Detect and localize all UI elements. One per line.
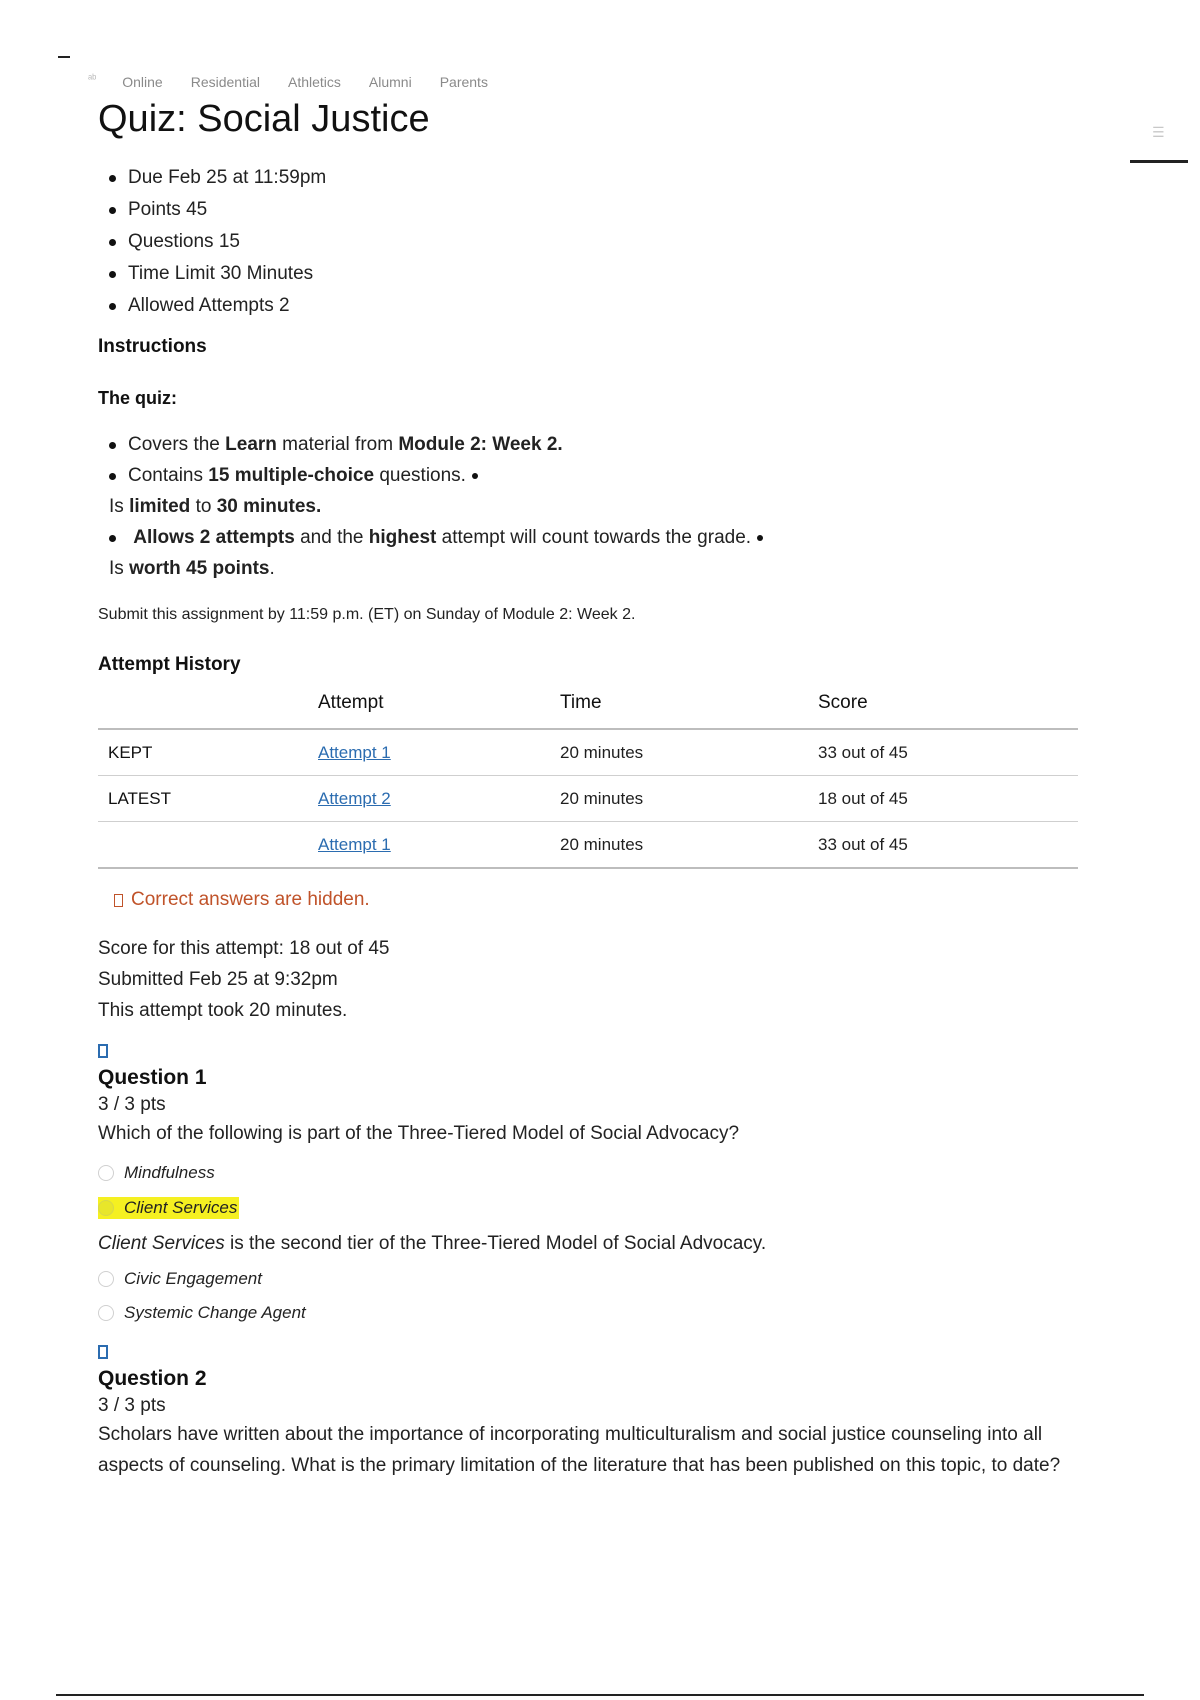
radio-button[interactable] xyxy=(98,1165,114,1181)
row-score: 33 out of 45 xyxy=(818,822,1078,869)
answer-label: Mindfulness xyxy=(124,1163,215,1182)
instruction-contains: Contains 15 multiple-choice questions. xyxy=(98,460,1078,491)
quiz-details-list xyxy=(98,162,1078,322)
row-time: 20 minutes xyxy=(560,776,818,822)
answer-option[interactable] xyxy=(98,1303,1078,1323)
instruction-worth: Is worth 45 points. xyxy=(109,558,275,579)
quiz-content xyxy=(98,96,1078,1481)
flag-question-icon[interactable] xyxy=(98,1044,108,1058)
bullet-dot xyxy=(757,535,763,541)
table-row xyxy=(98,776,1078,822)
radio-button[interactable] xyxy=(98,1305,114,1321)
page-bottom-rule xyxy=(56,1694,1144,1696)
detail-points: Points 45 xyxy=(98,194,1078,226)
attempt-link[interactable]: Attempt 2 xyxy=(318,788,391,808)
instruction-covers: Covers the Learn material from Module 2: Week 2. xyxy=(98,429,1078,460)
nav-link-parents[interactable]: Parents xyxy=(439,74,488,90)
attempt-history-table xyxy=(98,692,1078,869)
attempt-submitted: Submitted Feb 25 at 9:32pm xyxy=(98,969,338,990)
instruction-limited: Is limited to 30 minutes. xyxy=(109,496,322,517)
info-icon xyxy=(114,894,123,907)
row-score: 18 out of 45 xyxy=(818,776,1078,822)
question-points: 3 / 3 pts xyxy=(98,1395,166,1416)
question-1 xyxy=(98,1044,1078,1323)
site-logo-icon: ᵃᵇ xyxy=(88,73,97,85)
corner-dash-mark xyxy=(58,56,70,58)
answers-hidden-text: Correct answers are hidden. xyxy=(131,889,370,910)
nav-link-online[interactable]: Online xyxy=(122,74,163,90)
answer-explanation: Client Services is the second tier of the Three-Tiered Model of Social Advocacy. xyxy=(98,1233,767,1254)
nav-link-alumni[interactable]: Alumni xyxy=(368,74,412,90)
answer-label: Client Services xyxy=(124,1198,238,1217)
question-title: Question 1 xyxy=(98,1066,207,1089)
question-points: 3 / 3 pts xyxy=(98,1094,166,1115)
row-label: KEPT xyxy=(98,729,318,776)
answer-option[interactable] xyxy=(98,1163,1078,1183)
submit-deadline-note: Submit this assignment by 11:59 p.m. (ET) on Sunday of Module 2: Week 2. xyxy=(98,606,636,623)
table-header-row xyxy=(98,692,1078,729)
answer-label: Civic Engagement xyxy=(124,1269,262,1288)
table-row xyxy=(98,822,1078,869)
page-title: Quiz: Social Justice xyxy=(98,98,430,140)
attempt-link[interactable]: Attempt 1 xyxy=(318,834,391,854)
attempt-summary xyxy=(98,933,1078,1026)
radio-button[interactable] xyxy=(98,1271,114,1287)
answer-option[interactable] xyxy=(98,1269,1078,1289)
side-rule-mark xyxy=(1130,160,1188,163)
answer-option-selected[interactable] xyxy=(98,1197,1078,1219)
answer-label: Systemic Change Agent xyxy=(124,1303,306,1322)
detail-due: Due Feb 25 at 11:59pm xyxy=(98,162,1078,194)
col-header-time: Time xyxy=(560,692,818,729)
col-header-attempt: Attempt xyxy=(318,692,560,729)
question-text: Scholars have written about the importance of incorporating multiculturalism and social justice counseling into all aspects of counseling. What is the primary limitation of the literature that has been published on this topic, to date? xyxy=(98,1424,1061,1476)
row-time: 20 minutes xyxy=(560,729,818,776)
detail-time-limit: Time Limit 30 Minutes xyxy=(98,258,1078,290)
detail-questions: Questions 15 xyxy=(98,226,1078,258)
side-menu-icon[interactable]: ☰ xyxy=(1152,124,1165,140)
table-row xyxy=(98,729,1078,776)
answers-hidden-notice xyxy=(114,889,1078,911)
row-time: 20 minutes xyxy=(560,822,818,869)
instruction-allows: Allows 2 attempts and the highest attempt will count towards the grade. xyxy=(98,522,1078,553)
quiz-subheading: The quiz: xyxy=(98,388,177,408)
attempt-link[interactable]: Attempt 1 xyxy=(318,742,391,762)
flag-question-icon[interactable] xyxy=(98,1345,108,1359)
top-navigation xyxy=(88,74,516,90)
row-label: LATEST xyxy=(98,776,318,822)
attempt-history-heading: Attempt History xyxy=(98,654,241,675)
nav-link-athletics[interactable]: Athletics xyxy=(287,74,341,90)
question-2 xyxy=(98,1345,1078,1481)
bullet-dot xyxy=(472,473,478,479)
row-score: 33 out of 45 xyxy=(818,729,1078,776)
attempt-score: Score for this attempt: 18 out of 45 xyxy=(98,938,390,959)
question-text: Which of the following is part of the Three-Tiered Model of Social Advocacy? xyxy=(98,1123,740,1144)
detail-allowed-attempts: Allowed Attempts 2 xyxy=(98,290,1078,322)
row-label xyxy=(98,822,318,869)
radio-button-selected[interactable] xyxy=(98,1200,114,1216)
col-header-score: Score xyxy=(818,692,1078,729)
instructions-heading: Instructions xyxy=(98,336,207,357)
question-title: Question 2 xyxy=(98,1367,207,1390)
col-header-label xyxy=(98,692,318,729)
attempt-duration: This attempt took 20 minutes. xyxy=(98,1000,348,1021)
nav-link-residential[interactable]: Residential xyxy=(190,74,260,90)
selected-highlight xyxy=(98,1197,239,1219)
